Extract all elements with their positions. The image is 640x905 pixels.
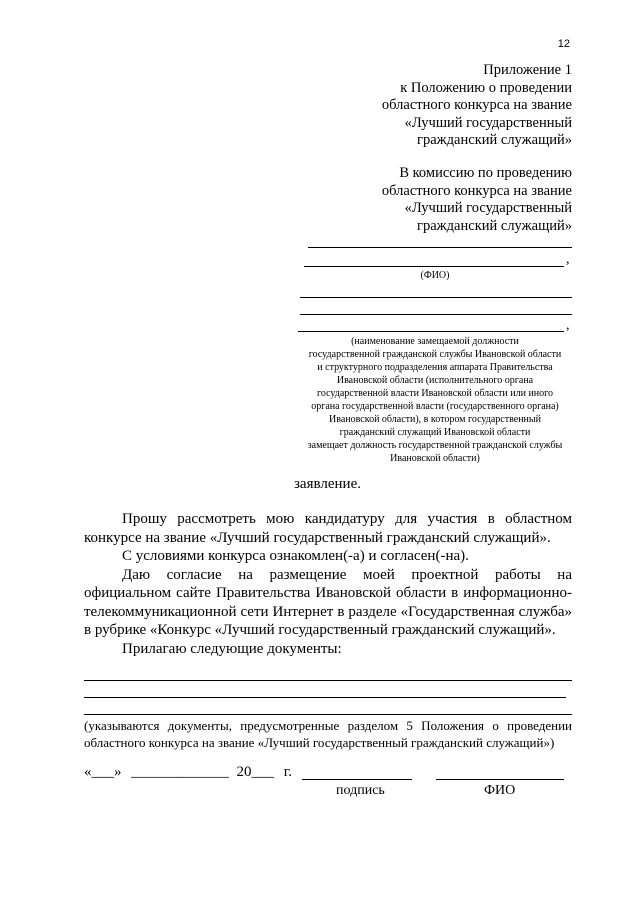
position-note-line: государственной власти Ивановской области или иного [316,388,554,399]
signature-label: подпись [336,783,385,798]
position-line-3[interactable] [298,331,564,332]
applicant-line-1[interactable] [308,247,572,248]
date-month: _____________ [131,764,229,780]
date-year: 20___ [236,764,274,780]
fio-label: (ФИО) [420,270,450,281]
position-note-line: замещает должность государственной гражданской службы [307,440,563,451]
application-body [84,510,572,658]
paragraph-request: Прошу рассмотреть мою кандидатуру для участия в областном конкурсе на звание «Лучший государственный гражданский служащий». [84,511,572,546]
position-note-line: Ивановской области), в котором государственный [329,414,541,425]
position-note [290,335,580,465]
position-note-line: гражданский служащий Ивановской области [339,427,531,438]
documents-line-2[interactable] [84,697,566,698]
addressee-line: «Лучший государственный [404,200,572,216]
position-line-2[interactable] [300,314,572,315]
addressee-block [382,165,572,235]
position-note-line: и структурного подразделения аппарата Правительства [317,362,553,373]
date-day: «___» [84,764,122,780]
position-note-line: Ивановской области (исполнительного органа [336,375,534,386]
documents-line-3[interactable] [84,714,572,715]
comma: , [566,318,570,333]
position-note-line: (наименование замещаемой должности [351,336,519,347]
appendix-line: Приложение 1 [483,62,572,78]
signature-fio-label: ФИО [484,783,516,798]
appendix-line: «Лучший государственный [404,114,572,131]
position-note-line: государственной гражданской службы Ивановской области [308,349,562,360]
appendix-line: к Положению о проведении [400,79,572,96]
addressee-line: областного конкурса на звание [381,182,572,199]
position-note-line: Ивановской области) [390,453,480,464]
signature-line[interactable] [302,779,412,780]
addressee-line: гражданский служащий» [417,217,572,234]
documents-line-1[interactable] [84,680,572,681]
paragraph-documents: Прилагаю следующие документы: [122,640,342,657]
appendix-header [382,62,572,150]
page-number: 12 [557,38,570,50]
paragraph-conditions: С условиями конкурса ознакомлен(-а) и согласен(-на). [122,548,469,564]
paragraph-consent: Даю согласие на размещение моей проектной работы на официальном сайте Правительства Ивановской области в информационно-телекоммуникационной сети Интернет в разделе «Государственная служба» в рубрике «Конкурс «Лучший государственный гражданский служащий». [84,566,572,638]
date-field[interactable] [84,764,292,781]
position-line-1[interactable] [300,297,572,298]
addressee-line: В комиссию по проведению [399,165,572,181]
appendix-line: гражданский служащий» [417,132,572,148]
appendix-line: областного конкурса на звание [381,97,572,113]
fio-signature-line[interactable] [436,779,564,780]
documents-note: (указываются документы, предусмотренные разделом 5 Положения о проведении областного конкурса на звание «Лучший государственный гражданский служащий») [84,718,572,750]
date-year-suffix: г. [283,764,292,780]
comma: , [566,252,570,267]
applicant-line-2[interactable] [304,266,564,267]
position-note-line: органа государственной власти (государственного органа) [311,401,559,412]
document-title: заявление. [294,476,361,492]
